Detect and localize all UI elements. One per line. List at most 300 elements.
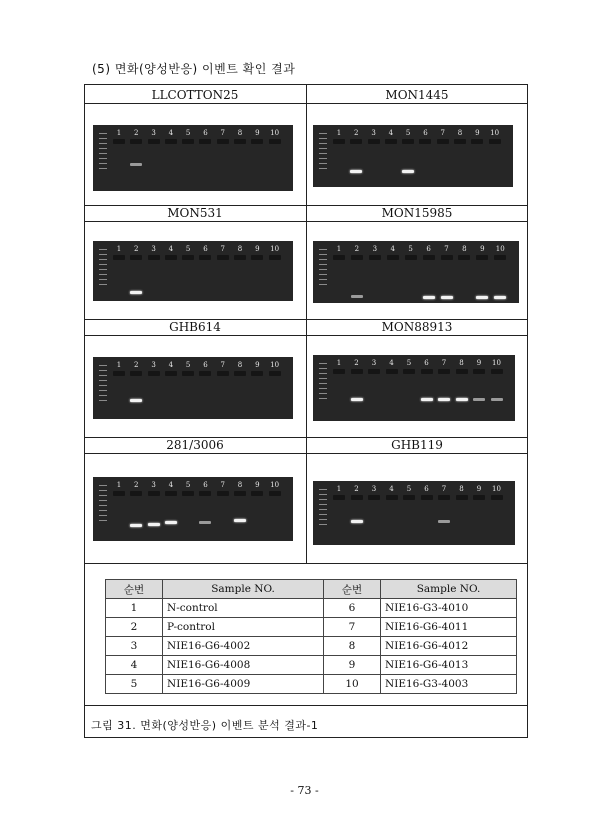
lane-number: 10 <box>270 481 280 489</box>
sample-cell: NIE16-G6-4002 <box>163 637 324 656</box>
lane-number: 6 <box>424 485 429 493</box>
gel-well <box>130 371 142 376</box>
gel-band <box>130 399 142 402</box>
gel-well <box>251 491 263 496</box>
col-header-seq: 순번 <box>106 580 163 599</box>
gel-well <box>113 371 125 376</box>
ladder-band <box>99 284 107 285</box>
ladder-band <box>319 148 327 149</box>
sample-cell: NIE16-G6-4009 <box>163 675 324 694</box>
lane-number: 2 <box>134 129 139 137</box>
ladder-band <box>99 395 107 396</box>
lane-number: 3 <box>151 129 156 137</box>
col-header-sample: Sample NO. <box>163 580 324 599</box>
lane-number: 7 <box>441 485 447 493</box>
gel-well <box>113 255 125 260</box>
ladder-band <box>319 398 327 399</box>
lane-number: 10 <box>495 245 505 253</box>
lane-number: 7 <box>441 359 447 367</box>
gel-well <box>269 371 281 376</box>
ladder-band <box>319 509 327 510</box>
ladder-band <box>99 380 107 381</box>
ladder-band <box>319 143 327 144</box>
gel-well <box>269 255 281 260</box>
gel-band <box>148 523 160 526</box>
lane-number: 3 <box>151 245 156 253</box>
gel-well <box>333 255 345 260</box>
gel-label-mon88913: MON88913 <box>381 320 453 334</box>
ladder-band <box>319 499 327 500</box>
ladder-band <box>319 388 327 389</box>
col-header-seq: 순번 <box>324 580 381 599</box>
lane-number: 10 <box>492 359 501 367</box>
gel-well <box>471 139 483 144</box>
lane-number: 9 <box>476 359 482 367</box>
gel-well <box>333 495 345 500</box>
gel-well <box>491 495 503 500</box>
gel-well <box>113 491 125 496</box>
ladder-band <box>319 138 327 139</box>
gel-well <box>199 255 211 260</box>
ladder-band <box>99 249 107 250</box>
gel-well <box>369 255 381 260</box>
lane-number: 1 <box>336 485 342 493</box>
lane-number: 6 <box>426 245 431 253</box>
gel-well <box>491 369 503 374</box>
gel-well <box>458 255 470 260</box>
gel-well <box>251 255 263 260</box>
sample-cell: NIE16-G6-4013 <box>381 656 517 675</box>
lane-number: 3 <box>371 359 377 367</box>
gel-well <box>405 255 417 260</box>
lane-number: 7 <box>440 129 445 137</box>
lane-number: 4 <box>389 359 394 367</box>
lane-number: 3 <box>151 481 156 489</box>
gel-well <box>234 139 246 144</box>
gel-well <box>199 371 211 376</box>
lane-number: 7 <box>220 361 225 369</box>
figure-caption: 그림 31. 면화(양성반응) 이벤트 분석 결과-1 <box>91 719 319 732</box>
ladder-band <box>99 485 107 486</box>
gel-well <box>494 255 506 260</box>
gel-well <box>333 369 345 374</box>
gel-well <box>148 491 160 496</box>
lane-number: 5 <box>185 245 191 253</box>
lane-number: 8 <box>237 245 243 253</box>
gel-label-mon531: MON531 <box>167 206 223 220</box>
gel-well <box>386 495 398 500</box>
lane-number: 3 <box>372 245 378 253</box>
gel-band <box>351 295 363 298</box>
gel-band <box>351 520 363 523</box>
ladder-band <box>99 158 107 159</box>
gel-well <box>386 369 398 374</box>
lane-number: 1 <box>116 129 122 137</box>
lane-number: 6 <box>203 481 208 489</box>
gel-well <box>182 371 194 376</box>
ladder-band <box>99 254 107 255</box>
gel-band <box>456 398 468 401</box>
gel-label-ghb119: GHB119 <box>391 438 443 452</box>
gel-well <box>438 369 450 374</box>
gel-well <box>473 495 485 500</box>
lane-number: 9 <box>255 481 260 489</box>
table-row <box>106 656 517 675</box>
gel-band <box>438 520 450 523</box>
lane-number: 10 <box>492 485 501 493</box>
gel-well <box>403 495 415 500</box>
lane-number: 8 <box>237 129 243 137</box>
gel-band <box>421 398 433 401</box>
row-divider <box>85 563 527 564</box>
gel-band <box>473 398 485 401</box>
gel-well <box>165 491 177 496</box>
gel-well <box>385 139 397 144</box>
ladder-band <box>99 365 107 366</box>
gel-band <box>130 524 142 527</box>
ladder-band <box>319 133 327 134</box>
gel-well <box>148 371 160 376</box>
lane-number: 9 <box>476 485 482 493</box>
gel-band <box>441 296 453 299</box>
gel-well <box>269 139 281 144</box>
gel-image-ghb119 <box>313 481 515 545</box>
sample-cell: P-control <box>163 618 324 637</box>
ladder-band <box>319 368 327 369</box>
gel-well <box>419 139 431 144</box>
gel-well <box>269 491 281 496</box>
gel-well <box>130 491 142 496</box>
lane-number: 6 <box>203 361 208 369</box>
lane-number: 7 <box>444 245 449 253</box>
gel-well <box>351 495 363 500</box>
seq-cell: 4 <box>106 656 163 675</box>
gel-well <box>251 371 263 376</box>
ladder-band <box>99 490 107 491</box>
lane-number: 7 <box>220 245 225 253</box>
gel-well <box>333 139 345 144</box>
gel-band <box>351 398 363 401</box>
gel-image-llcotton25 <box>93 125 293 191</box>
lane-number: 10 <box>490 129 500 137</box>
gel-well <box>182 491 194 496</box>
ladder-band <box>319 259 327 260</box>
gel-band <box>234 519 246 522</box>
lane-number: 9 <box>255 361 260 369</box>
gel-well <box>456 369 468 374</box>
gel-well <box>441 255 453 260</box>
gel-image-mon531 <box>93 241 293 301</box>
lane-number: 9 <box>255 245 260 253</box>
gel-band <box>130 163 142 166</box>
sample-cell: NIE16-G6-4012 <box>381 637 517 656</box>
ladder-band <box>319 274 327 275</box>
lane-number: 2 <box>354 245 360 253</box>
lane-number: 4 <box>389 485 394 493</box>
gel-well <box>130 139 142 144</box>
lane-number: 8 <box>457 129 463 137</box>
lane-number: 1 <box>116 245 122 253</box>
ladder-band <box>319 514 327 515</box>
gel-well <box>402 139 414 144</box>
lane-number: 1 <box>336 245 342 253</box>
ladder-band <box>99 259 107 260</box>
lane-number: 5 <box>185 481 191 489</box>
lane-number: 8 <box>237 361 243 369</box>
lane-number: 8 <box>462 245 467 253</box>
gel-well <box>456 495 468 500</box>
table-row <box>106 618 517 637</box>
ladder-band <box>319 264 327 265</box>
ladder-band <box>99 163 107 164</box>
gel-well <box>476 255 488 260</box>
ladder-band <box>99 264 107 265</box>
ladder-band <box>319 153 327 154</box>
lane-number: 9 <box>255 129 260 137</box>
ladder-band <box>319 373 327 374</box>
gel-well <box>182 139 194 144</box>
ladder-band <box>319 494 327 495</box>
lane-number: 2 <box>134 481 139 489</box>
gel-well <box>351 369 363 374</box>
sample-cell: NIE16-G3-4003 <box>381 675 517 694</box>
ladder-band <box>99 515 107 516</box>
gel-well <box>251 139 263 144</box>
gel-well <box>199 139 211 144</box>
gel-image-mon88913 <box>313 355 515 421</box>
lane-number: 6 <box>203 129 208 137</box>
lane-number: 5 <box>406 359 412 367</box>
gel-band <box>438 398 450 401</box>
gel-well <box>217 255 229 260</box>
lane-number: 7 <box>220 481 225 489</box>
lane-number: 9 <box>475 129 480 137</box>
ladder-band <box>99 279 107 280</box>
lane-number: 7 <box>220 129 225 137</box>
seq-cell: 8 <box>324 637 381 656</box>
section-heading: (5) 면화(양성반응) 이벤트 확인 결과 <box>92 62 296 76</box>
gel-image-mon15985 <box>313 241 519 303</box>
gel-well <box>113 139 125 144</box>
ladder-band <box>319 393 327 394</box>
gel-well <box>368 139 380 144</box>
gel-well <box>473 369 485 374</box>
ladder-band <box>99 375 107 376</box>
gel-band <box>350 170 362 173</box>
gel-band <box>423 296 435 299</box>
gel-well <box>234 255 246 260</box>
lane-number: 4 <box>168 481 174 489</box>
seq-cell: 5 <box>106 675 163 694</box>
table-row <box>106 599 517 618</box>
gel-well <box>217 371 229 376</box>
ladder-band <box>319 269 327 270</box>
lane-number: 1 <box>116 361 122 369</box>
lane-number: 10 <box>270 361 280 369</box>
gel-label-ghb614: GHB614 <box>169 320 221 334</box>
ladder-band <box>319 163 327 164</box>
lane-number: 5 <box>185 129 191 137</box>
gel-band <box>165 521 177 524</box>
seq-cell: 10 <box>324 675 381 694</box>
lane-number: 6 <box>203 245 208 253</box>
gel-well <box>182 255 194 260</box>
ladder-band <box>319 363 327 364</box>
gel-label-mon15985: MON15985 <box>381 206 453 220</box>
gel-well <box>130 255 142 260</box>
ladder-band <box>99 500 107 501</box>
lane-number: 2 <box>354 359 359 367</box>
lane-number: 4 <box>390 245 395 253</box>
gel-well <box>454 139 466 144</box>
gel-well <box>403 369 415 374</box>
lane-number: 6 <box>424 359 429 367</box>
lane-number: 8 <box>237 481 243 489</box>
ladder-band <box>99 168 107 169</box>
lane-number: 10 <box>270 245 280 253</box>
figure-box <box>84 84 528 738</box>
lane-number: 8 <box>459 485 464 493</box>
ladder-band <box>99 274 107 275</box>
table-row <box>106 637 517 656</box>
gel-band <box>491 398 503 401</box>
seq-cell: 2 <box>106 618 163 637</box>
lane-number: 9 <box>480 245 485 253</box>
gel-well <box>234 491 246 496</box>
gel-well <box>350 139 362 144</box>
ladder-band <box>319 504 327 505</box>
ladder-band <box>319 378 327 379</box>
lane-number: 3 <box>151 361 156 369</box>
row-divider <box>85 705 527 706</box>
lane-number: 1 <box>116 481 122 489</box>
ladder-band <box>319 249 327 250</box>
ladder-band <box>99 390 107 391</box>
gel-well <box>165 139 177 144</box>
gel-well <box>423 255 435 260</box>
lane-number: 1 <box>336 359 342 367</box>
table-row <box>106 675 517 694</box>
lane-number: 4 <box>168 245 174 253</box>
ladder-band <box>99 510 107 511</box>
gel-well <box>387 255 399 260</box>
ladder-band <box>319 524 327 525</box>
gel-well <box>437 139 449 144</box>
gel-band <box>494 296 506 299</box>
gel-band <box>476 296 488 299</box>
page-number: - 73 - <box>290 784 319 797</box>
gel-well <box>489 139 501 144</box>
gel-well <box>234 371 246 376</box>
gel-label-mon1445: MON1445 <box>385 88 449 102</box>
gel-image-mon1445 <box>313 125 513 187</box>
row-divider <box>85 335 527 336</box>
ladder-band <box>319 519 327 520</box>
ladder-band <box>99 400 107 401</box>
gel-well <box>217 139 229 144</box>
lane-number: 6 <box>423 129 428 137</box>
gel-image-281-3006 <box>93 477 293 541</box>
gel-image-ghb614 <box>93 357 293 419</box>
gel-well <box>368 369 380 374</box>
sample-cell: NIE16-G6-4011 <box>381 618 517 637</box>
lane-number: 3 <box>371 485 377 493</box>
gel-well <box>165 255 177 260</box>
gel-band <box>130 291 142 294</box>
ladder-band <box>99 153 107 154</box>
ladder-band <box>319 383 327 384</box>
ladder-band <box>99 133 107 134</box>
gel-well <box>148 139 160 144</box>
ladder-band <box>99 269 107 270</box>
row-divider <box>85 453 527 454</box>
gel-well <box>217 491 229 496</box>
lane-number: 5 <box>405 129 411 137</box>
seq-cell: 6 <box>324 599 381 618</box>
ladder-band <box>99 148 107 149</box>
sample-cell: NIE16-G6-4008 <box>163 656 324 675</box>
ladder-band <box>319 279 327 280</box>
sample-table <box>105 579 517 694</box>
ladder-band <box>319 158 327 159</box>
lane-number: 8 <box>459 359 464 367</box>
gel-label-llcotton25: LLCOTTON25 <box>151 88 239 102</box>
lane-number: 2 <box>354 129 359 137</box>
gel-band <box>402 170 414 173</box>
sample-cell: N-control <box>163 599 324 618</box>
seq-cell: 9 <box>324 656 381 675</box>
row-divider <box>85 221 527 222</box>
lane-number: 4 <box>168 361 174 369</box>
lane-number: 10 <box>270 129 280 137</box>
gel-well <box>199 491 211 496</box>
ladder-band <box>319 284 327 285</box>
gel-well <box>148 255 160 260</box>
ladder-band <box>319 254 327 255</box>
ladder-band <box>99 138 107 139</box>
lane-number: 5 <box>406 485 412 493</box>
lane-number: 4 <box>168 129 174 137</box>
sample-cell: NIE16-G3-4010 <box>381 599 517 618</box>
table-header-row <box>106 580 517 599</box>
gel-well <box>368 495 380 500</box>
lane-number: 2 <box>134 361 139 369</box>
ladder-band <box>319 489 327 490</box>
seq-cell: 3 <box>106 637 163 656</box>
lane-number: 2 <box>354 485 359 493</box>
seq-cell: 1 <box>106 599 163 618</box>
lane-number: 4 <box>388 129 394 137</box>
ladder-band <box>99 385 107 386</box>
gel-label-281-3006: 281/3006 <box>166 438 224 452</box>
gel-well <box>438 495 450 500</box>
gel-band <box>199 521 211 524</box>
lane-number: 5 <box>185 361 191 369</box>
ladder-band <box>99 370 107 371</box>
gel-well <box>421 495 433 500</box>
lane-number: 3 <box>371 129 376 137</box>
seq-cell: 7 <box>324 618 381 637</box>
row-divider <box>85 103 527 104</box>
lane-number: 5 <box>408 245 413 253</box>
ladder-band <box>319 168 327 169</box>
gel-well <box>421 369 433 374</box>
ladder-band <box>99 505 107 506</box>
ladder-band <box>99 520 107 521</box>
ladder-band <box>99 143 107 144</box>
ladder-band <box>99 495 107 496</box>
lane-number: 2 <box>134 245 139 253</box>
